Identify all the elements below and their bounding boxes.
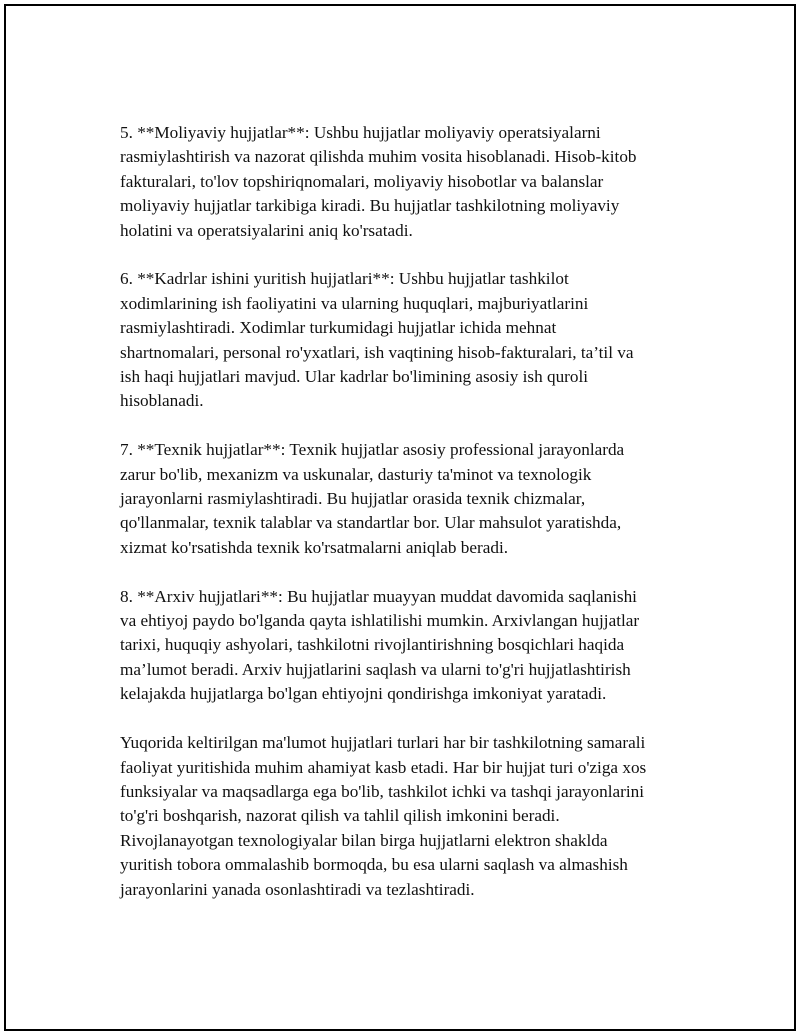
document-body: [120, 121, 710, 926]
text-line: shartnomalari, personal ro'yxatlari, ish vaqtining hisob-fakturalari, ta’til va: [120, 342, 634, 362]
text-line: 6. **Kadrlar ishini yuritish hujjatlari**: Ushbu hujjatlar tashkilot: [120, 269, 569, 289]
text-line: qo'llanmalar, texnik talablar va standartlar bor. Ular mahsulot yaratishda,: [120, 513, 622, 533]
paragraph-texnik-hujjatlar: [120, 438, 710, 560]
text-line: yuritish tobora ommalashib bormoqda, bu esa ularni saqlash va almashish: [120, 855, 628, 875]
page-frame: [4, 4, 796, 1031]
text-line: zarur bo'lib, mexanizm va uskunalar, dasturiy ta'minot va texnologik: [120, 464, 592, 484]
text-line: xodimlarining ish faoliyatini va ularning huquqlari, majburiyatlarini: [120, 293, 589, 313]
text-line: jarayonlarini yanada osonlashtiradi va tezlashtiradi.: [120, 879, 475, 899]
paragraph-kadrlar-hujjatlari: [120, 267, 710, 413]
text-line: 7. **Texnik hujjatlar**: Texnik hujjatlar asosiy professional jarayonlarda: [120, 440, 625, 460]
text-line: 5. **Moliyaviy hujjatlar**: Ushbu hujjatlar moliyaviy operatsiyalarni: [120, 123, 601, 142]
text-line: Yuqorida keltirilgan ma'lumot hujjatlari turlari har bir tashkilotning samarali: [120, 733, 646, 753]
text-line: to'g'ri boshqarish, nazorat qilish va tahlil qilish imkonini beradi.: [120, 806, 560, 826]
paragraph-arxiv-hujjatlari: [120, 585, 710, 707]
text-line: rasmiylashtirish va nazorat qilishda muhim vosita hisoblanadi. Hisob-kitob: [120, 147, 637, 167]
text-line: rasmiylashtiradi. Xodimlar turkumidagi hujjatlar ichida mehnat: [120, 318, 557, 338]
text-line: holatini va operatsiyalarini aniq ko'rsatadi.: [120, 220, 413, 240]
text-line: moliyaviy hujjatlar tarkibiga kiradi. Bu hujjatlar tashkilotning moliyaviy: [120, 196, 620, 216]
text-line: ish haqi hujjatlari mavjud. Ular kadrlar bo'limining asosiy ish quroli: [120, 367, 589, 387]
text-line: faoliyat yuritishida muhim ahamiyat kasb etadi. Har bir hujjat turi o'ziga xos: [120, 757, 647, 777]
text-line: va ehtiyoj paydo bo'lganda qayta ishlatilishi mumkin. Arxivlangan hujjatlar: [120, 611, 640, 631]
paragraph-moliyaviy-hujjatlar: [120, 121, 710, 243]
text-line: ma’lumot beradi. Arxiv hujjatlarini saqlash va ularni to'g'ri hujjatlashtirish: [120, 659, 631, 679]
text-line: hisoblanadi.: [120, 391, 204, 411]
text-line: funksiyalar va maqsadlarga ega bo'lib, tashkilot ichki va tashqi jarayonlarini: [120, 781, 644, 801]
text-line: kelajakda hujjatlarga bo'lgan ehtiyojni qondirishga imkoniyat yaratadi.: [120, 684, 607, 704]
text-line: tarixi, huquqiy ashyolari, tashkilotni rivojlantirishning bosqichlari haqida: [120, 635, 625, 655]
text-line: fakturalari, to'lov topshiriqnomalari, moliyaviy hisobotlar va balanslar: [120, 171, 604, 191]
text-line: xizmat ko'rsatishda texnik ko'rsatmalarni aniqlab beradi.: [120, 537, 509, 557]
text-line: jarayonlarni rasmiylashtiradi. Bu hujjatlar orasida texnik chizmalar,: [120, 489, 586, 509]
paragraph-xulosa: [120, 731, 710, 902]
text-line: Rivojlanayotgan texnologiyalar bilan birga hujjatlarni elektron shaklda: [120, 830, 608, 850]
text-line: 8. **Arxiv hujjatlari**: Bu hujjatlar muayyan muddat davomida saqlanishi: [120, 586, 637, 606]
